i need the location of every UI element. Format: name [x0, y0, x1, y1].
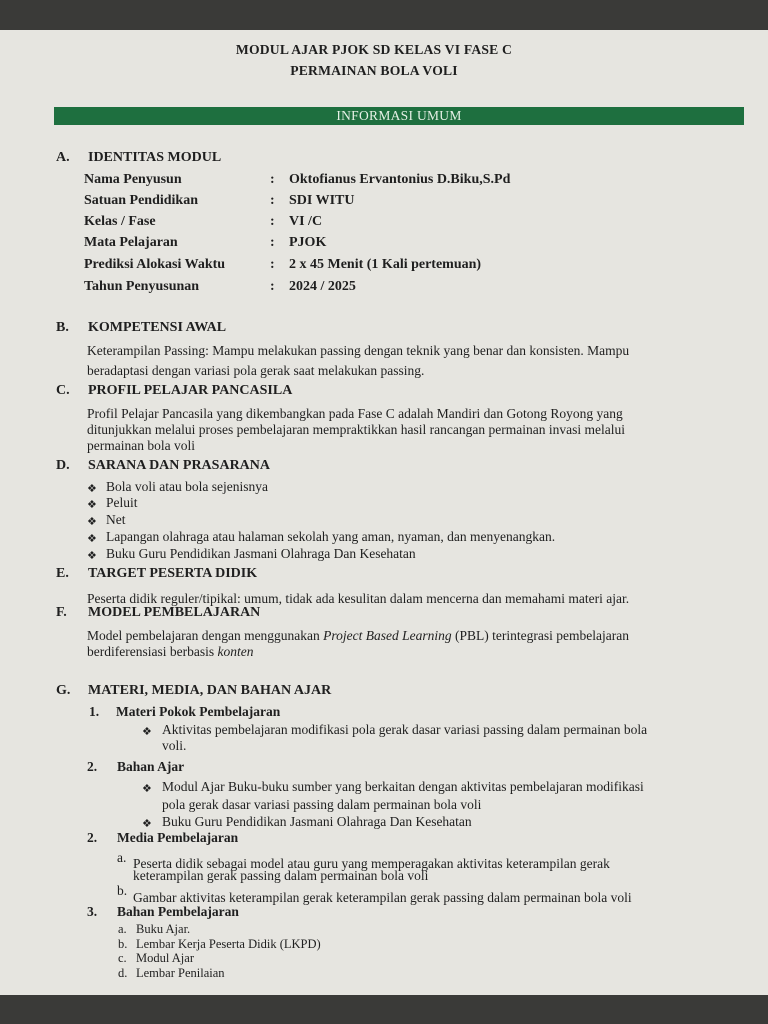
- field-value: 2024 / 2025: [289, 279, 356, 294]
- list-item: Buku Ajar.: [136, 922, 191, 936]
- list-item: Peserta didik sebagai model atau guru yang memperagakan aktivitas keterampilan gerak: [133, 856, 610, 871]
- section-number: C.: [56, 383, 70, 398]
- subsection-number: 3.: [87, 904, 98, 919]
- field-label: Nama Penyusun: [84, 172, 182, 187]
- subsection-title: Bahan Pembelajaran: [117, 904, 239, 919]
- list-item: Lapangan olahraga atau halaman sekolah yang aman, nyaman, dan menyenangkan.: [106, 529, 556, 544]
- section-number: E.: [56, 566, 69, 581]
- text-run-italic: Project Based Learning: [323, 628, 452, 643]
- section-f-heading: [56, 605, 456, 623]
- list-marker: c.: [118, 951, 127, 965]
- field-separator: :: [270, 235, 275, 250]
- bullet-icon: ❖: [87, 483, 97, 495]
- list-marker: b.: [117, 883, 128, 898]
- section-number: A.: [56, 150, 70, 165]
- bullet-icon: ❖: [87, 533, 97, 545]
- section-number: F.: [56, 605, 67, 620]
- field-label: Satuan Pendidikan: [84, 193, 198, 208]
- subsection-title: Media Pembelajaran: [117, 830, 239, 845]
- section-title: SARANA DAN PRASARANA: [88, 458, 271, 473]
- section-title: TARGET PESERTA DIDIK: [88, 566, 258, 581]
- field-label: Mata Pelajaran: [84, 235, 178, 250]
- list-item: Lembar Kerja Peserta Didik (LKPD): [136, 937, 321, 951]
- list-marker: b.: [118, 937, 128, 951]
- field-separator: :: [270, 214, 275, 229]
- paragraph-line: beradaptasi dengan variasi pola gerak saat melakukan passing.: [87, 363, 425, 378]
- field-value: VI /C: [289, 214, 323, 229]
- paragraph-line: permainan bola voli: [87, 438, 195, 453]
- field-label: Tahun Penyusunan: [84, 279, 200, 294]
- bullet-icon: ❖: [87, 550, 97, 562]
- list-item-continued: voli.: [162, 738, 187, 753]
- list-marker: a.: [117, 850, 127, 865]
- paragraph-line: Peserta didik reguler/tipikal: umum, tidak ada kesulitan dalam mencerna dan memahami materi ajar.: [87, 591, 630, 606]
- field-separator: :: [270, 257, 275, 272]
- subsection-title: Materi Pokok Pembelajaran: [116, 704, 281, 719]
- list-item: Lembar Penilaian: [136, 966, 225, 980]
- text-run: (PBL) terintegrasi pembelajaran: [451, 628, 629, 643]
- subsection-number: 1.: [89, 704, 100, 719]
- field-separator: :: [270, 279, 275, 294]
- field-label: Prediksi Alokasi Waktu: [84, 257, 226, 272]
- section-number: G.: [56, 683, 71, 698]
- list-item-continued: pola gerak dasar variasi passing dalam permainan bola voli: [162, 797, 482, 812]
- section-title: MATERI, MEDIA, DAN BAHAN AJAR: [88, 683, 332, 698]
- list-item: Modul Ajar: [136, 951, 194, 965]
- paragraph-line: Profil Pelajar Pancasila yang dikembangkan pada Fase C adalah Mandiri dan Gotong Royong yang: [87, 406, 623, 421]
- section-title: IDENTITAS MODUL: [88, 150, 222, 165]
- section-title: PROFIL PELAJAR PANCASILA: [88, 383, 293, 398]
- field-value: PJOK: [289, 235, 327, 250]
- bullet-icon: ❖: [87, 499, 97, 511]
- list-item: Bola voli atau bola sejenisnya: [106, 479, 268, 494]
- list-item: Peluit: [106, 495, 138, 510]
- paragraph-line: ditunjukkan melalui proses pembelajaran mempraktikkan hasil rancangan permainan invasi melalui: [87, 422, 625, 437]
- list-item: Gambar aktivitas keterampilan gerak keterampilan gerak passing dalam permainan bola voli: [133, 890, 632, 905]
- field-value: 2 x 45 Menit (1 Kali pertemuan): [289, 257, 482, 272]
- document-subtitle: PERMAINAN BOLA VOLI: [290, 64, 458, 79]
- section-e-heading: [56, 566, 456, 584]
- list-item: Buku Guru Pendidikan Jasmani Olahraga Dan Kesehatan: [162, 814, 472, 829]
- document-title: MODUL AJAR PJOK SD KELAS VI FASE C: [235, 43, 513, 58]
- field-separator: :: [270, 172, 275, 187]
- bullet-icon: ❖: [142, 783, 152, 795]
- field-label: Kelas / Fase: [84, 214, 156, 229]
- bullet-icon: ❖: [142, 726, 152, 738]
- paragraph-line: [87, 644, 253, 660]
- list-marker: a.: [118, 922, 127, 936]
- section-title: MODEL PEMBELAJARAN: [88, 605, 261, 620]
- list-item-continued: keterampilan gerak passing dalam permainan bola voli: [133, 868, 429, 883]
- list-marker: d.: [118, 966, 128, 980]
- field-separator: :: [270, 193, 275, 208]
- field-value: SDI WITU: [289, 193, 355, 208]
- text-run: Model pembelajaran dengan menggunakan: [87, 628, 324, 643]
- section-number: D.: [56, 458, 70, 473]
- field-value: Oktofianus Ervantonius D.Biku,S.Pd: [289, 172, 511, 187]
- paragraph-line: Keterampilan Passing: Mampu melakukan passing dengan teknik yang benar dan konsisten. Mampu: [87, 343, 630, 358]
- bullet-icon: ❖: [87, 516, 97, 528]
- text-run: berdiferensiasi berbasis: [87, 644, 218, 659]
- section-title: KOMPETENSI AWAL: [88, 320, 227, 335]
- list-item: Aktivitas pembelajaran modifikasi pola gerak dasar variasi passing dalam permainan bola: [162, 722, 648, 737]
- banner-label: INFORMASI UMUM: [336, 108, 462, 123]
- section-c-heading: [56, 383, 456, 401]
- subsection-number: 2.: [87, 830, 98, 845]
- list-item: Modul Ajar Buku-buku sumber yang berkaitan dengan aktivitas pembelajaran modifikasi: [162, 779, 644, 794]
- section-d-heading: [56, 458, 456, 476]
- subsection-number: 2.: [87, 759, 98, 774]
- paragraph-line: [87, 628, 629, 644]
- subsection-title: Bahan Ajar: [117, 759, 185, 774]
- text-run-italic: konten: [217, 644, 254, 659]
- bullet-icon: ❖: [142, 818, 152, 830]
- section-b-heading: [56, 320, 456, 338]
- list-item: Buku Guru Pendidikan Jasmani Olahraga Dan Kesehatan: [106, 546, 416, 561]
- list-item: Net: [106, 512, 126, 527]
- section-g-heading: [56, 683, 456, 701]
- section-number: B.: [56, 320, 69, 335]
- section-banner: [54, 107, 744, 125]
- section-a-heading: [56, 150, 456, 168]
